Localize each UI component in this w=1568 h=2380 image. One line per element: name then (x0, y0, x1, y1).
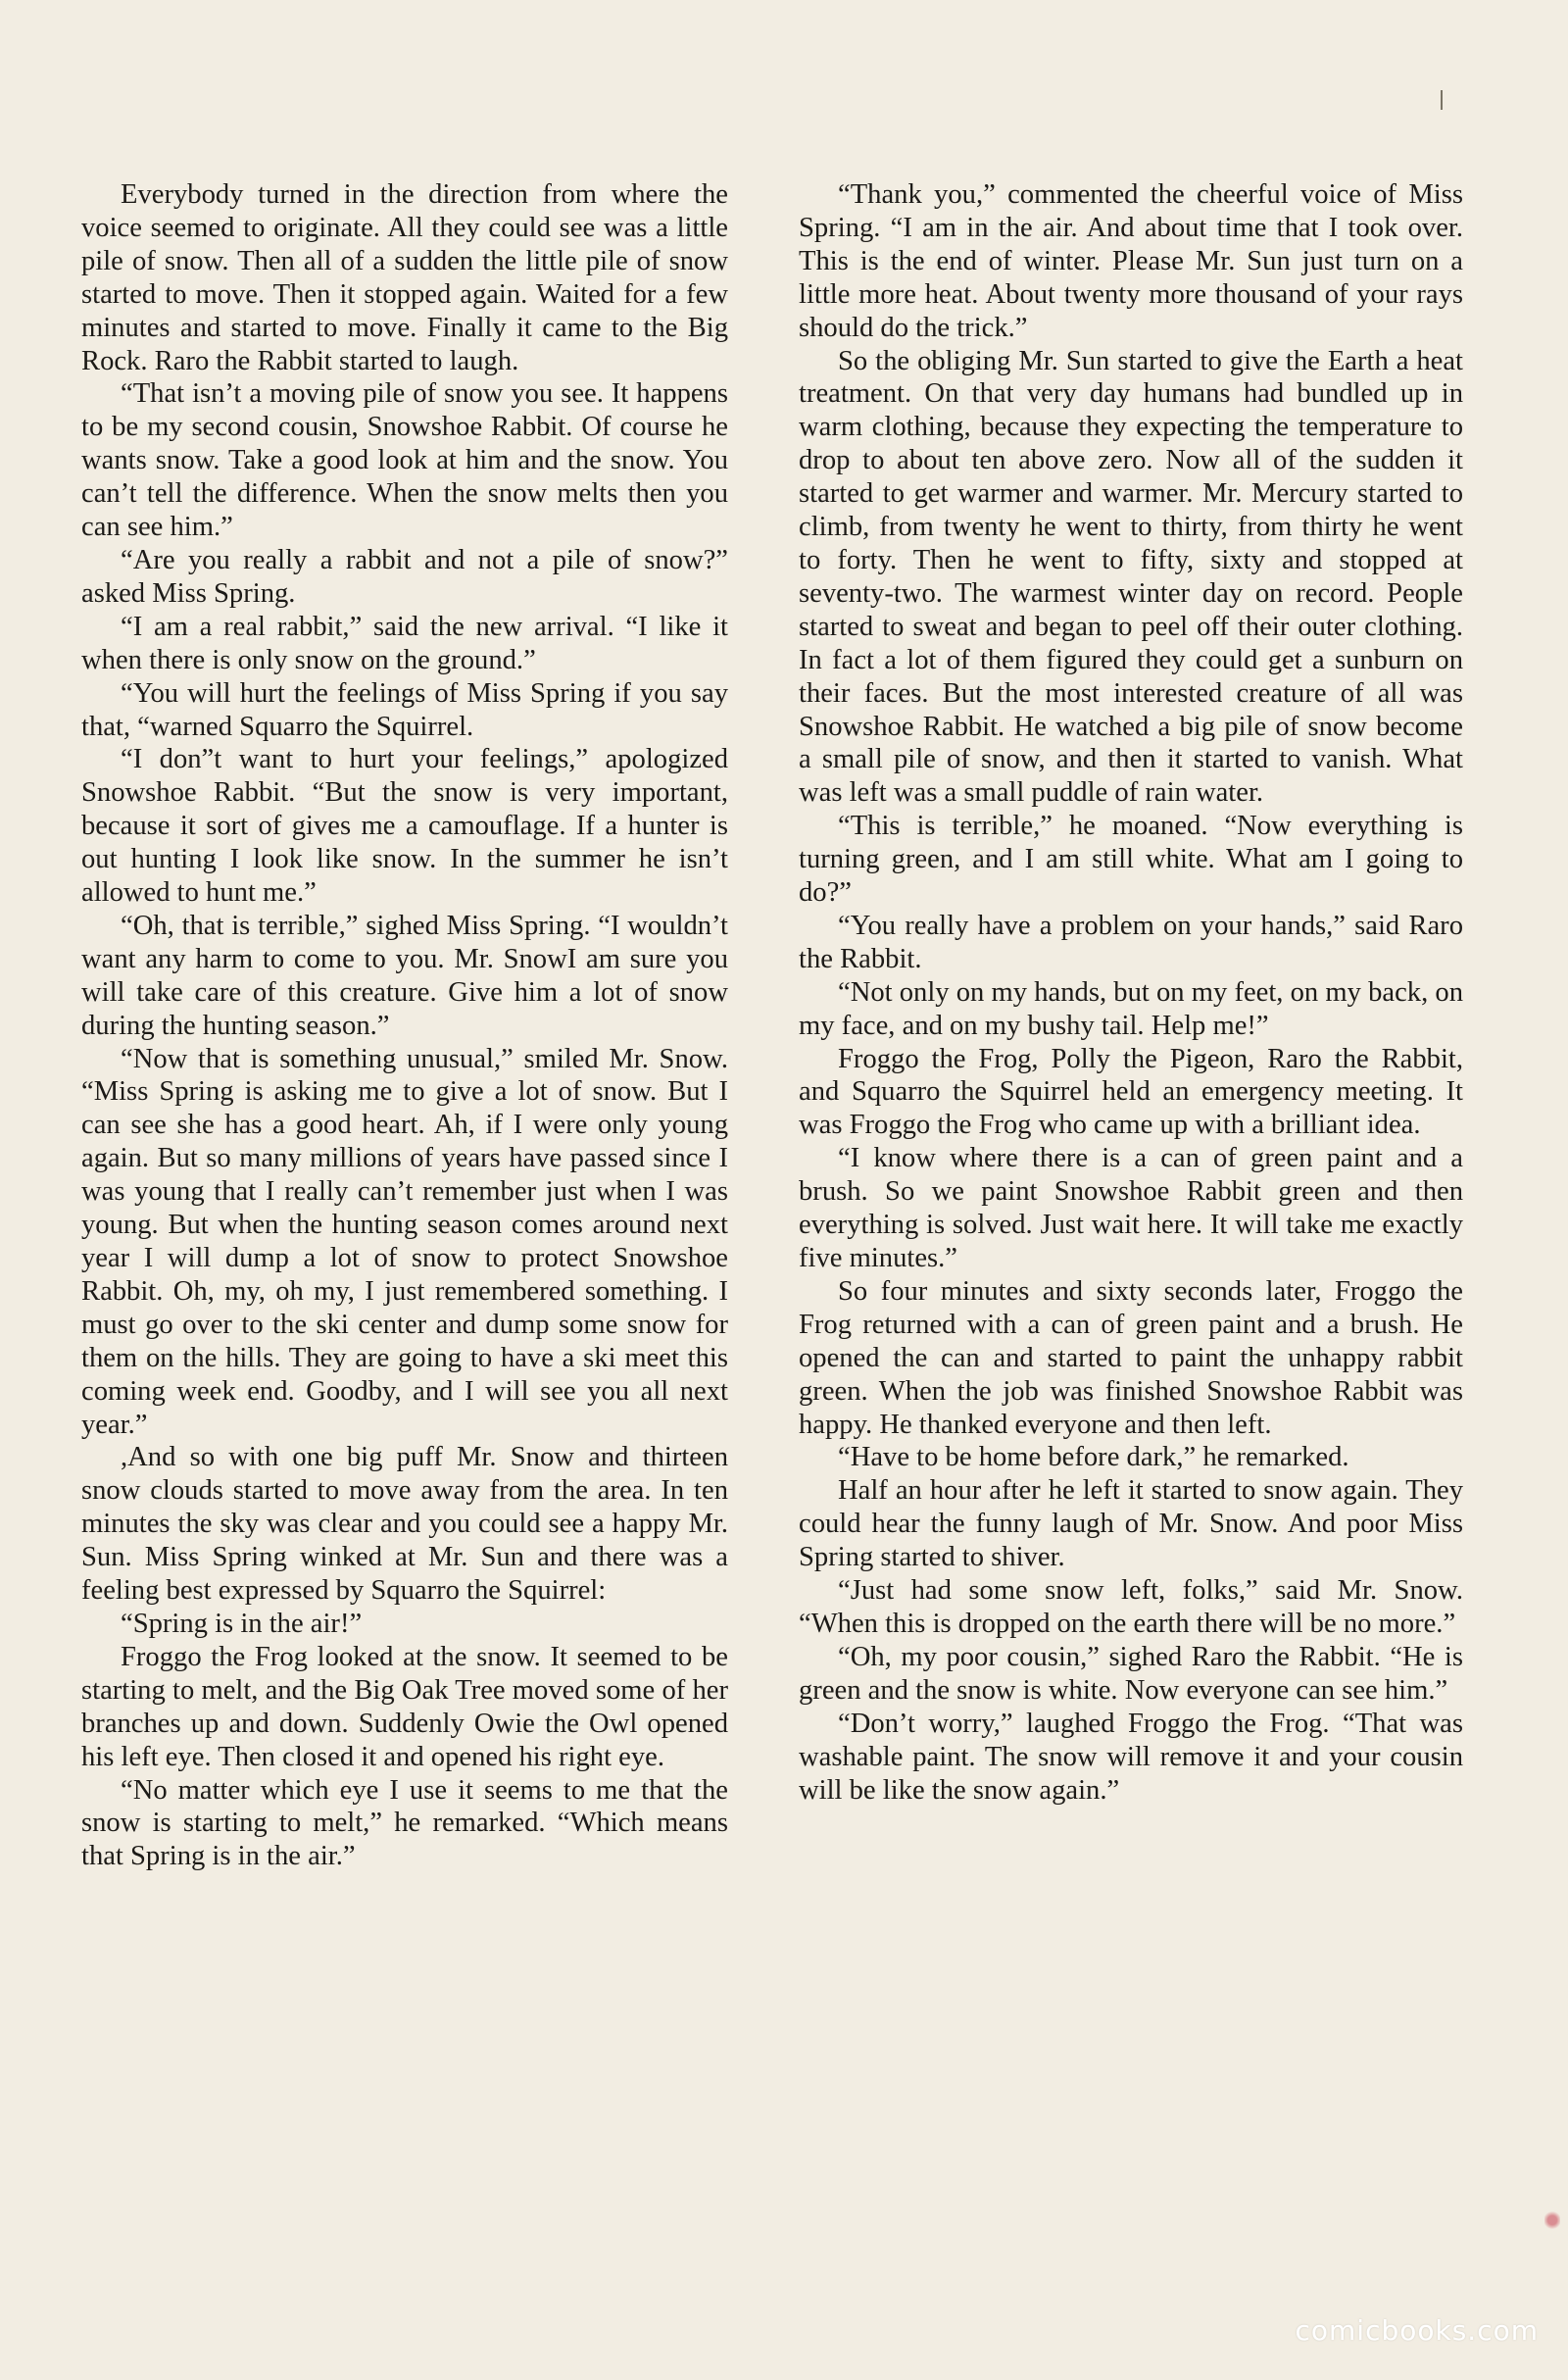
paragraph: “I am a real rabbit,” said the new arrival. “I like it when there is only snow on the ground.” (81, 611, 728, 675)
paragraph: “Not only on my hands, but on my feet, on my back, on my face, and on my bushy tail. Help me!” (799, 976, 1463, 1041)
paragraph: “I don”t want to hurt your feelings,” apologized Snowshoe Rabbit. “But the snow is very important, because it sort of gives me a camouflage. If a hunter is out hunting I look like snow. In the summer he isn’t allowed to hunt me.” (81, 744, 728, 909)
paragraph: ,And so with one big puff Mr. Snow and thirteen snow clouds started to move away from the area. In ten minutes the sky was clear and you could see a happy Mr. Sun. Miss Spring winked at Mr. Sun and there was a feeling best expressed by Squarro the Squirrel: (81, 1442, 728, 1607)
paragraph: “I know where there is a can of green paint and a brush. So we paint Snowshoe Rabbit green and then everything is solved. Just wait here. It will take me exactly five minutes.” (799, 1143, 1463, 1273)
site-watermark: comicbooks.com (1295, 2314, 1539, 2347)
paragraph: “Now that is something unusual,” smiled Mr. Snow. “Miss Spring is asking me to give a lot of snow. But I can see she has a good heart. Ah, if I were only young again. But so many millions of years have passed since I was young that I really can’t remember just when I was young. But when the hunting season comes around next year I will dump a lot of snow to protect Snowshoe Rabbit. Oh, my, oh my, I just remembered something. I must go over to the ski center and dump some snow for them on the hills. They are going to have a ski meet this coming week end. Goodby, and I will see you all next year.” (81, 1043, 728, 1440)
paragraph: So four minutes and sixty seconds later, Froggo the Frog returned with a can of green paint and a brush. He opened the can and started to paint the unhappy rabbit green. When the job was finished Snowshoe Rabbit was happy. He thanked everyone and then left. (799, 1275, 1463, 1440)
paragraph: “Just had some snow left, folks,” said Mr. Snow. “When this is dropped on the earth there will be no more.” (799, 1575, 1463, 1639)
right-text-column (799, 178, 1463, 1807)
paragraph: “That isn’t a moving pile of snow you see. It happens to be my second cousin, Snowshoe Rabbit. Of course he wants snow. Take a good look at him and the snow. You can’t tell the difference. When the snow melts then you can see him.” (81, 378, 728, 543)
paragraph: “You will hurt the feelings of Miss Spring if you say that, “warned Squarro the Squirrel. (81, 677, 728, 742)
paragraph: Froggo the Frog looked at the snow. It seemed to be starting to melt, and the Big Oak Tree moved some of her branches up and down. Suddenly Owie the Owl opened his left eye. Then closed it and opened his right eye. (81, 1641, 728, 1772)
paragraph: “No matter which eye I use it seems to me that the snow is starting to melt,” he remarked. “Which means that Spring is in the air.” (81, 1774, 728, 1872)
paragraph: “Are you really a rabbit and not a pile of snow?” asked Miss Spring. (81, 544, 728, 609)
paragraph: Froggo the Frog, Polly the Pigeon, Raro the Rabbit, and Squarro the Squirrel held an emergency meeting. It was Froggo the Frog who came up with a brilliant idea. (799, 1043, 1463, 1141)
paragraph: “Thank you,” commented the cheerful voice of Miss Spring. “I am in the air. And about time that I took over. This is the end of winter. Please Mr. Sun just turn on a little more heat. About twenty more thousand of your rays should do the trick.” (799, 179, 1463, 343)
paragraph: “Oh, my poor cousin,” sighed Raro the Rabbit. “He is green and the snow is white. Now everyone can see him.” (799, 1641, 1463, 1706)
paragraph: “Don’t worry,” laughed Froggo the Frog. “That was washable paint. The snow will remove it and your cousin will be like the snow again.” (799, 1708, 1463, 1806)
edge-ink-mark (1544, 2207, 1560, 2233)
paragraph: “You really have a problem on your hands,” said Raro the Rabbit. (799, 910, 1463, 974)
paragraph: Half an hour after he left it started to snow again. They could hear the funny laugh of Mr. Snow. And poor Miss Spring started to shiver. (799, 1475, 1463, 1573)
paragraph: So the obliging Mr. Sun started to give the Earth a heat treatment. On that very day humans had bundled up in warm clothing, because they expecting the temperature to drop to about ten above zero. Now all of the sudden it started to get warmer and warmer. Mr. Mercury started to climb, from twenty he went to thirty, from thirty he went to forty. Then he went to fifty, sixty and stopped at seventy-two. The warmest winter day on record. People started to sweat and began to peel off their outer clothing. In fact a lot of them figured they could get a sunburn on their faces. But the most interested creature of all was Snowshoe Rabbit. He watched a big pile of snow become a small pile of snow, and then it started to vanish. What was left was a small puddle of rain water. (799, 345, 1463, 809)
paragraph: “This is terrible,” he moaned. “Now everything is turning green, and I am still white. What am I going to do?” (799, 811, 1463, 909)
paragraph: “Spring is in the air!” (121, 1608, 363, 1639)
print-mark (1441, 90, 1443, 110)
left-text-column (81, 178, 728, 1873)
paragraph: “Oh, that is terrible,” sighed Miss Spring. “I wouldn’t want any harm to come to you. Mr. SnowI am sure you will take care of this creature. Give him a lot of snow during the hunting season.” (81, 910, 728, 1041)
paragraph: “Have to be home before dark,” he remarked. (838, 1442, 1349, 1473)
paragraph: Everybody turned in the direction from where the voice seemed to originate. All they could see was a little pile of snow. Then all of a sudden the little pile of snow started to move. Then it stopped again. Waited for a few minutes and started to move. Finally it came to the Big Rock. Raro the Rabbit started to laugh. (81, 179, 728, 376)
